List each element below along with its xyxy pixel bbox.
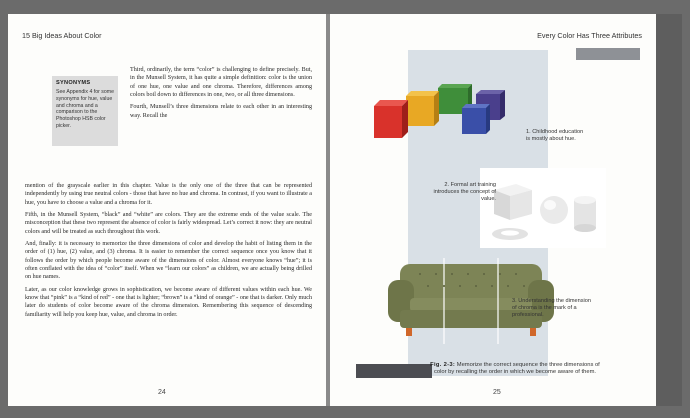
caption-hue: 1. Childhood education is mostly about hue. <box>526 129 584 142</box>
paragraph: And, finally: it is necessary to memorize the three dimensions of color and develop the habit of listing them in the order of (1) hue, (2) value, and (3) chroma. It is easier to remember the correct sequence once you know that it follows the order by which people become aware of the dimensions of color. Almost everyone knows “hue”; it is often conflated with the idea of “color” itself. When we “learn our colors” as children, we are actually being drilled on hue names. <box>25 241 312 281</box>
blue-cube <box>462 104 490 134</box>
paragraph: Fourth, Munsell’s three dimensions relate to each other in an interesting way. Recall the <box>130 104 312 119</box>
viewer-side-strip <box>656 14 682 406</box>
yellow-cube <box>406 91 439 126</box>
left-running-head: 15 Big Ideas About Color <box>22 31 102 40</box>
caption-value: 2. Formal art training introduces the concept of value. <box>433 182 496 202</box>
paragraph: Fifth, in the Munsell System, “black” and “white” are colors. They are the extreme ends of the value scale. The misconception that these two represent the absence of color is fairly widespread. Let’s correct it now: they are neutral colors and will be treated as such throughout this work. <box>25 212 312 235</box>
right-page-number: 25 <box>493 389 501 396</box>
white-shapes-illustration <box>480 168 606 248</box>
paragraph: Later, as our color knowledge grows in sophistication, we become aware of different values within each hue. We know that “pink” is a “kind of red” - one that is lighter; “brown” is a “kind of orange” - one that is darker. Only much later do students of color become aware of the chroma dimension. Remembering this sequence of descending familiarity will help you keep hue, value, and chroma in order. <box>25 286 312 318</box>
paragraph: Third, ordinarily, the term “color” is challenging to define precisely. But, in the Munsell System, it has quite a simple definition: color is the union of one hue, one value and one chroma. Therefore, differences among colors boil down to differences in one, two, or all three dimensions. <box>130 67 312 99</box>
caption-chroma: 3. Understanding the dimension of chroma is the mark of a professional. <box>512 298 591 318</box>
figure-number: Fig. 2-3: <box>430 362 456 368</box>
right-running-head: Every Color Has Three Attributes <box>537 31 642 40</box>
right-page <box>330 14 656 406</box>
left-page-number: 24 <box>158 389 166 396</box>
colored-cubes-illustration <box>368 74 518 146</box>
figure-caption <box>426 362 604 376</box>
body-column-wide <box>25 182 312 323</box>
decorative-top-bar <box>576 48 640 60</box>
synonyms-sidebar <box>52 76 118 146</box>
body-column-narrow <box>130 66 312 120</box>
white-shapes-svg <box>480 168 606 248</box>
figure-caption-text: Memorize the correct sequence the three dimensions of color by recalling the order in which we become aware of them. <box>433 362 600 375</box>
paragraph: mention of the grayscale earlier in this chapter. Value is the only one of the three that can be represented independently by using true neutral colors - those that have no hue and chroma. In contrast, if you want to illustrate a hue, you have to choose a value and a chroma for it. <box>25 183 312 206</box>
left-page <box>8 14 326 406</box>
sidebar-body: See Appendix 4 for some synonyms for hue, value and chroma and a comparison to the Photoshop HSB color picker. <box>56 89 114 129</box>
decorative-bottom-bar <box>356 364 432 378</box>
red-cube <box>374 100 408 138</box>
sidebar-title: SYNONYMS <box>56 80 91 86</box>
